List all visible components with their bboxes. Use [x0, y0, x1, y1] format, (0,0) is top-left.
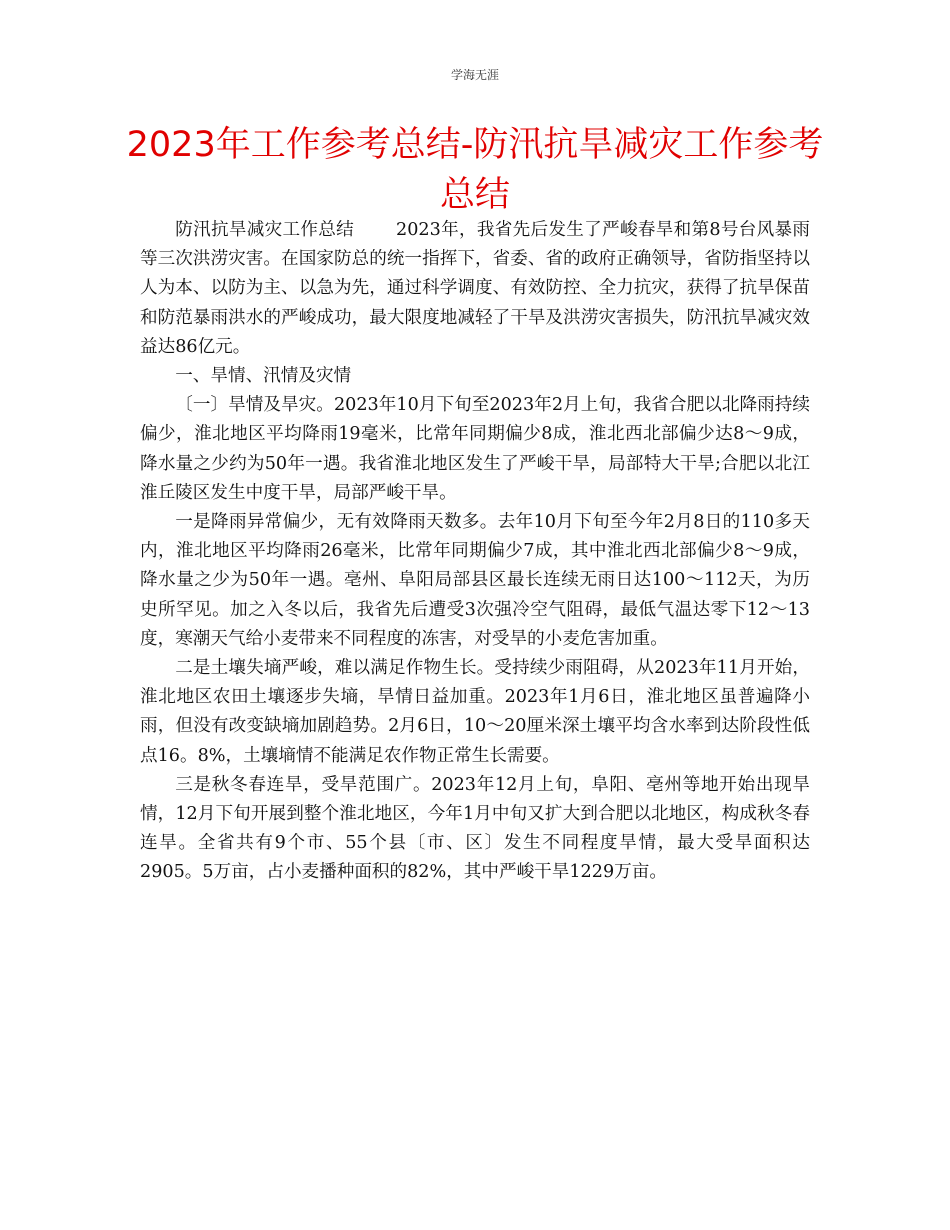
intro-paragraph [140, 216, 810, 362]
document-body [140, 216, 810, 888]
page-header: 学海无涯 [450, 68, 499, 82]
intro-text: 2023年，我省先后发生了严峻春旱和第8号台风暴雨等三次洪涝灾害。在国家防总的统一指挥下，省委、省的政府正确领导，省防指坚持以人为本、以防为主、以急为先，通过科学调度、有效防控、全力抗灾，获得了抗旱保苗和防范暴雨洪水的严峻成功，最大限度地减轻了干旱及洪涝灾害损失，防汛抗旱减灾效益达86亿元。 [140, 220, 810, 357]
paragraph: 一是降雨异常偏少，无有效降雨天数多。去年10月下旬至今年2月8日的110多天内，淮北地区平均降雨26毫米，比常年同期偏少7成，其中淮北西北部偏少8～9成，降水量之少为50年一遇。亳州、阜阳局部县区最长连续无雨日达100～112天，为历史所罕见。加之入冬以后，我省先后遭受3次强冷空气阻碍，最低气温达零下12～13度，寒潮天气给小麦带来不同程度的冻害，对受旱的小麦危害加重。 [140, 512, 810, 649]
section-heading: 一、旱情、汛情及灾情 [175, 366, 352, 387]
intro-label: 防汛抗旱减灾工作总结 [175, 220, 355, 240]
document-title: 2023年工作参考总结-防汛抗旱减灾工作参考总结 [126, 125, 824, 215]
paragraph: 〔一〕旱情及旱灾。2023年10月下旬至2023年2月上旬，我省合肥以北降雨持续偏少，淮北地区平均降雨19毫米，比常年同期偏少8成，淮北西北部偏少达8～9成，降水量之少约为50年一遇。我省淮北地区发生了严峻干旱，局部特大干旱;合肥以北江淮丘陵区发生中度干旱，局部严峻干旱。 [140, 395, 810, 503]
paragraph: 三是秋冬春连旱，受旱范围广。2023年12月上旬，阜阳、亳州等地开始出现旱情，12月下旬开展到整个淮北地区，今年1月中旬又扩大到合肥以北地区，构成秋冬春连旱。全省共有9个市、55个县〔市、区〕发生不同程度旱情，最大受旱面积达2905。5万亩，占小麦播种面积的82%，其中严峻干旱1229万亩。 [140, 774, 810, 883]
paragraph: 二是土壤失墒严峻，难以满足作物生长。受持续少雨阻碍，从2023年11月开始，淮北地区农田土壤逐步失墒，旱情日益加重。2023年1月6日，淮北地区虽普遍降小雨，但没有改变缺墒加剧趋势。2月6日，10～20厘米深土壤平均含水率到达阶段性低点16。8%，土壤墒情不能满足农作物正常生长需要。 [140, 658, 810, 766]
